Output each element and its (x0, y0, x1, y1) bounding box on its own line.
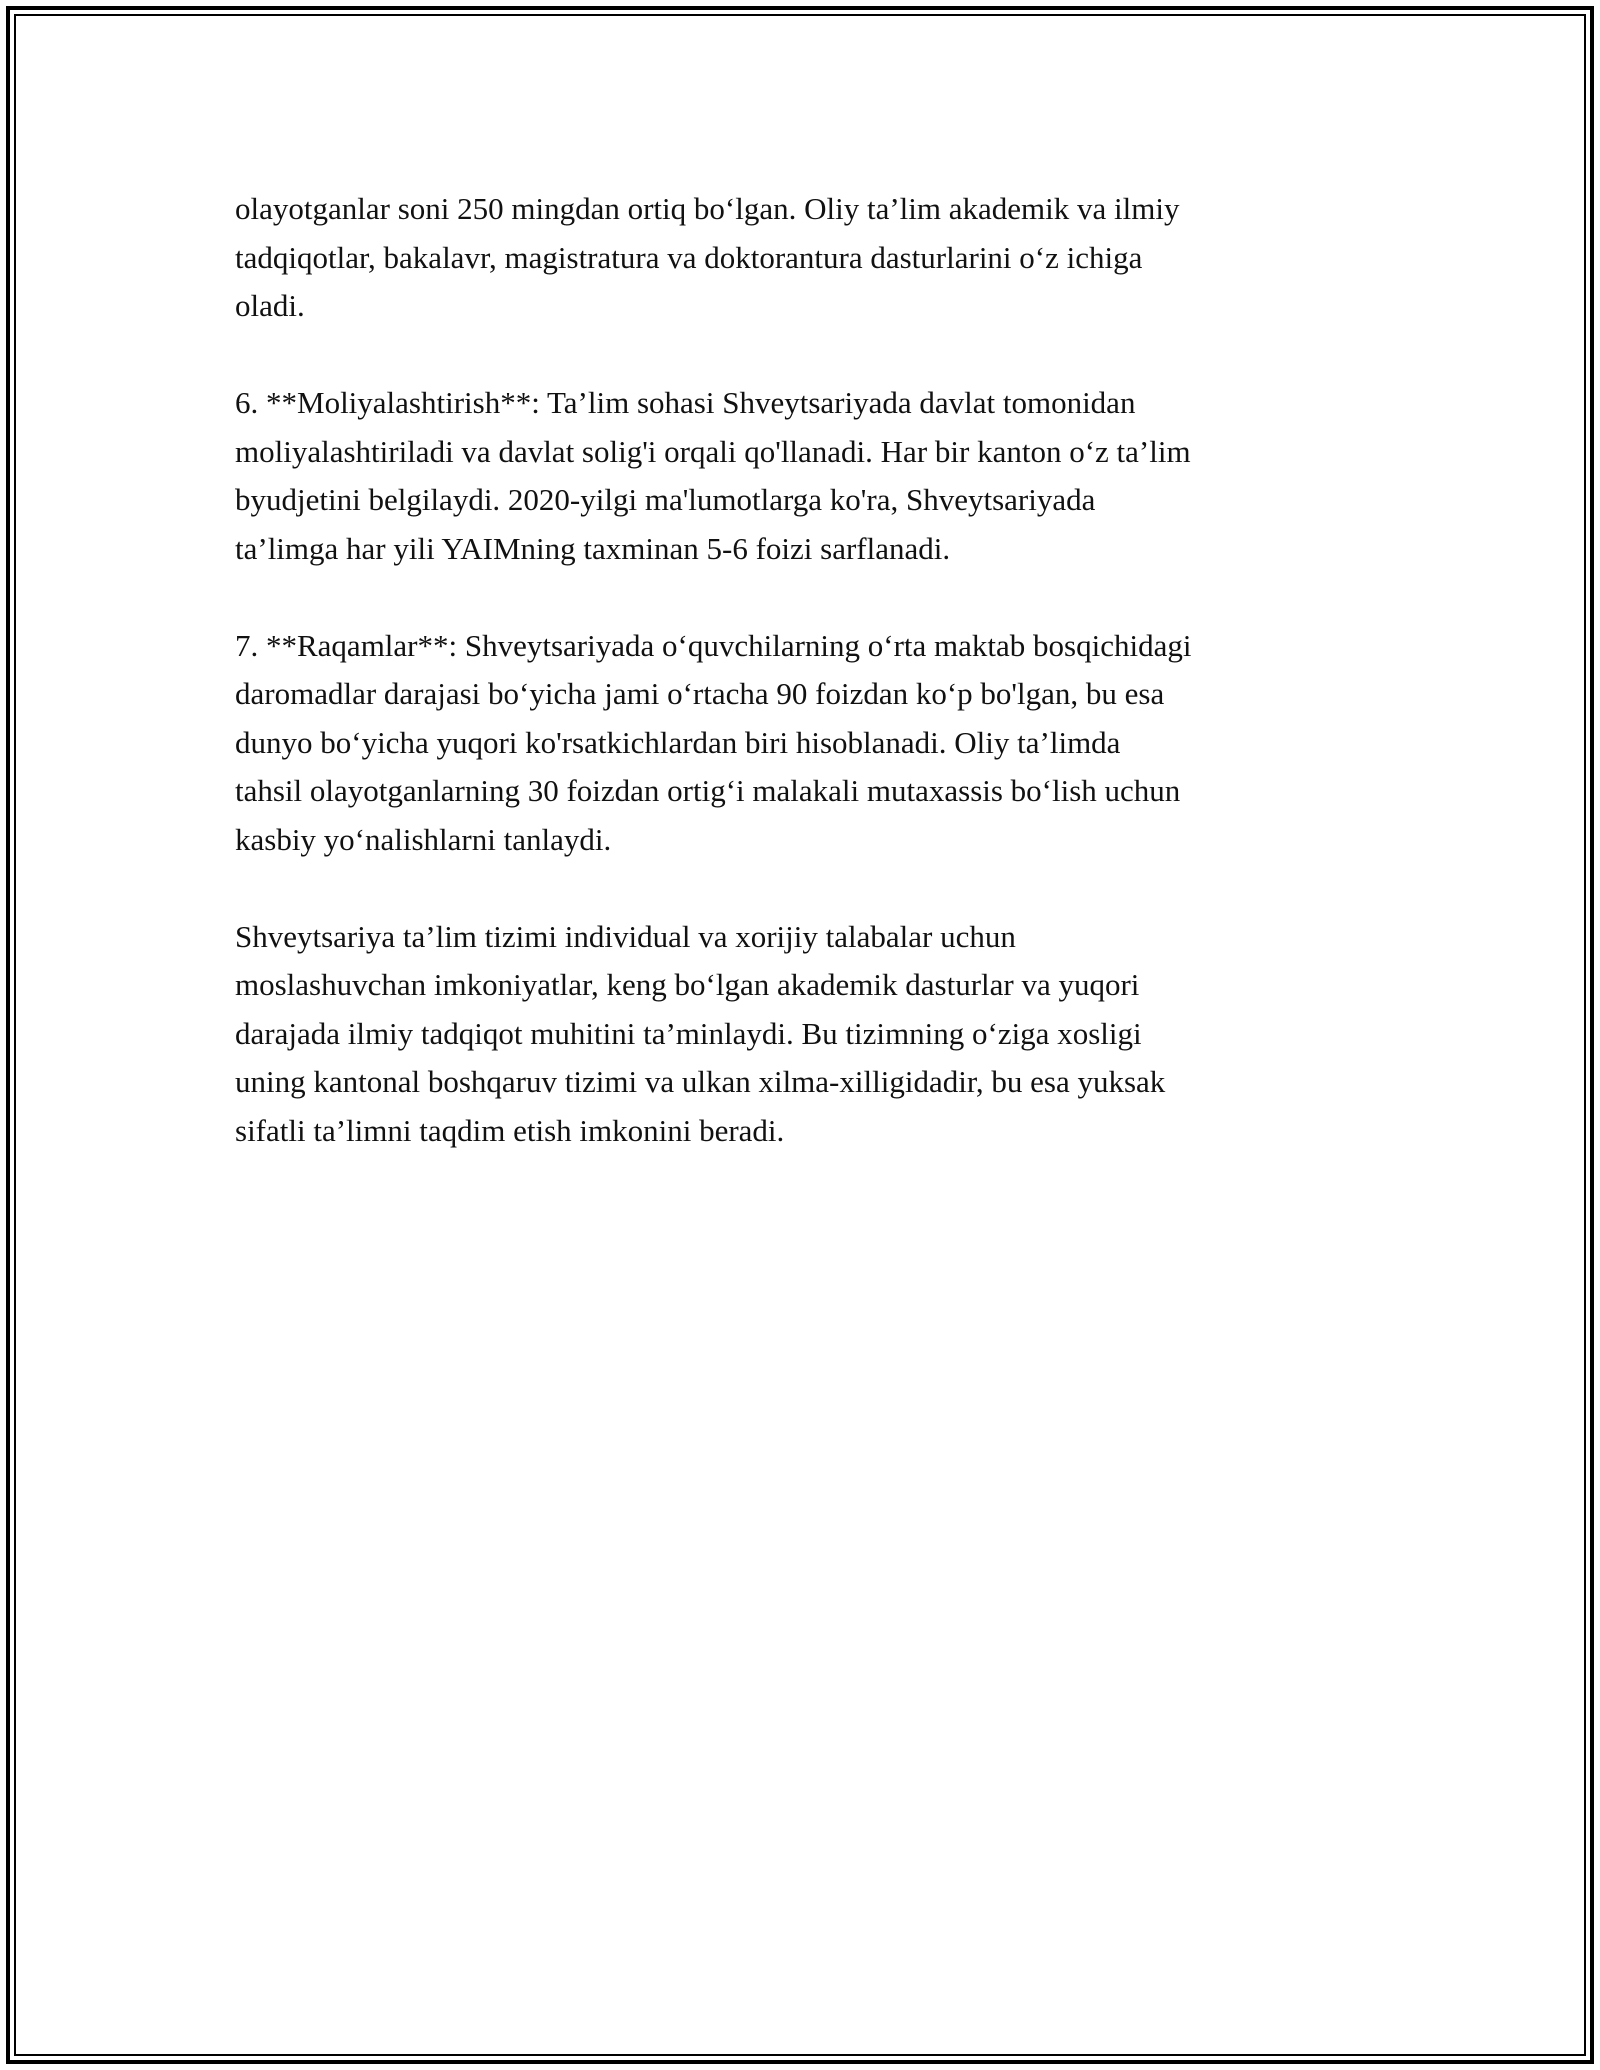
paragraph-statistics: 7. **Raqamlar**: Shveytsariyada o‘quvchilarning o‘rta maktab bosqichidagi daromadlar darajasi bo‘yicha jami o‘rtacha 90 foizdan ko‘p bo'lgan, bu esa dunyo bo‘yicha yuqori ko'rsatkichlardan biri hisoblanadi. Oliy ta’limda tahsil olayotganlarning 30 foizdan ortig‘i malakali mutaxassis bo‘lish uchun kasbiy yo‘nalishlarni tanlaydi. (235, 627, 1192, 857)
paragraph-enrollment: olayotganlar soni 250 mingdan ortiq bo‘lgan. Oliy ta’lim akademik va ilmiy tadqiqotlar, bakalavr, magistratura va doktorantura dasturlarini o‘z ichiga oladi. (235, 191, 1180, 323)
paragraph-conclusion: Shveytsariya ta’lim tizimi individual va xorijiy talabalar uchun moslashuvchan imkoniyatlar, keng bo‘lgan akademik dasturlar va yuqori darajada ilmiy tadqiqot muhitini ta’minlaydi. Bu tizimning o‘ziga xosligi uning kantonal boshqaruv tizimi va ulkan xilma-xilligidadir, bu esa yuksak sifatli ta’limni taqdim etish imkonini beradi. (235, 918, 1166, 1148)
document-body (235, 185, 1395, 1204)
paragraph-financing: 6. **Moliyalashtirish**: Ta’lim sohasi Shveytsariyada davlat tomonidan moliyalashtiriladi va davlat solig'i orqali qo'llanadi. Har bir kanton o‘z ta’lim byudjetini belgilaydi. 2020-yilgi ma'lumotlarga ko'ra, Shveytsariyada ta’limga har yili YAIMning taxminan 5-6 foizi sarflanadi. (235, 385, 1191, 566)
